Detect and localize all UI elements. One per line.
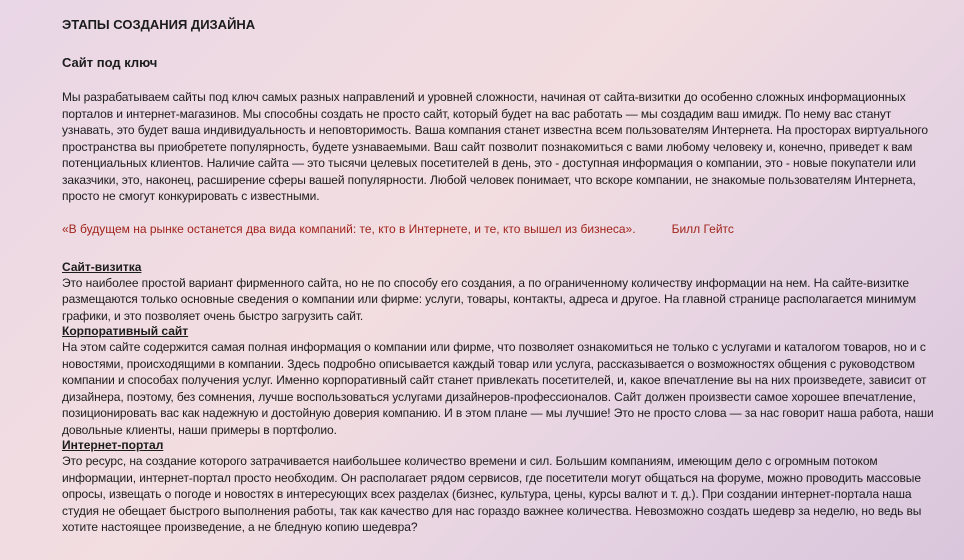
section-internet-portal [62, 438, 942, 536]
section-title: Интернет-портал [62, 438, 164, 452]
intro-paragraph: Мы разрабатываем сайты под ключ самых разных направлений и уровней сложности, начиная от сайта-визитки до особенно сложных информационных порталов и интернет-магазинов. Мы способны создать не просто сайт, который будет на вас работать — мы создадим ваш имидж. По нему вас станут узнавать, это будет ваша индивидуальность и неповторимость. Ваша компания станет известна всем пользователям Интернета. На просторах виртуального пространства вы приобретете популярность, будете узнаваемыми. Ваш сайт позволит познакомиться с вами любому человеку и, конечно, приведет к вам потенциальных клиентов. Наличие сайта — это тысячи целевых посетителей в день, это - доступная информация о компании, это - новые покупатели или заказчики, это, наконец, расширение сферы вашей популярности. Любой человек понимает, что вскоре компании, не знакомые пользователям Интернета, просто не смогут конкурировать с известными. [62, 90, 928, 203]
section-text: Это наиболее простой вариант фирменного сайта, но не по способу его создания, а по ограниченному количеству информации на нем. На сайте-визитке размещаются только основные сведения о компании или фирме: услуги, товары, контакты, адреса и другое. На главной странице располагается минимум графики, и это позволяет очень быстро загрузить сайт. [62, 275, 917, 323]
section-text: На этом сайте содержится самая полная информация о компании или фирме, что позволяет ознакомиться не только с услугами и каталогом товаров, но и с новостями, происходящими в компании. Здесь подробно описывается каждый товар или услуга, рассказывается о возможностях общения с руководством компании и способах получения услуг. Именно корпоративный сайт станет привлекать посетителей, и, какое впечатление вы на них произведете, зависит от дизайнера, поэтому, без сомнения, лучше воспользоваться услугами дизайнеров-профессионалов. Сайт должен произвести самое хорошее впечатление, позиционировать вас как надежную и достойную доверия компанию. И в этом плане — мы лучшие! Это не просто слова — за нас говорит наша работа, наши довольные клиенты, наши примеры в портфолио. [62, 340, 934, 437]
section-text: Это ресурс, на создание которого затрачивается наибольшее количество времени и сил. Большим компаниям, имеющим дело с огромным потоком информации, интернет-портал просто необходим. Он располагает рядом сервисов, где посетители могут общаться на форуме, можно проводить массовые опросы, извещать о погоде и новостях в интересующих всех разделах (бизнес, культура, цены, курсы валют и т. д.). При создании интернет-портала наша студия не обещает быстрого выполнения работы, так как качество для нас гораздо важнее количества. Невозможно создать шедевр за неделю, но ведь вы хотите настоящее произведение, а не бледную копию шедевра? [62, 454, 922, 534]
document-page [62, 16, 942, 536]
quote-author: Билл Гейтс [671, 221, 734, 236]
page-title: ЭТАПЫ СОЗДАНИЯ ДИЗАЙНА [62, 17, 256, 32]
sections-list [62, 260, 942, 536]
quote [62, 221, 942, 237]
page-subtitle: Сайт под ключ [62, 55, 158, 70]
section-business-card [62, 260, 942, 325]
section-title: Корпоративный сайт [62, 324, 189, 338]
section-title: Сайт-визитка [62, 259, 142, 274]
quote-text: «В будущем на рынке останется два вида компаний: те, кто в Интернете, и те, кто вышел из бизнеса». [62, 221, 636, 236]
section-corporate-site [62, 324, 942, 438]
